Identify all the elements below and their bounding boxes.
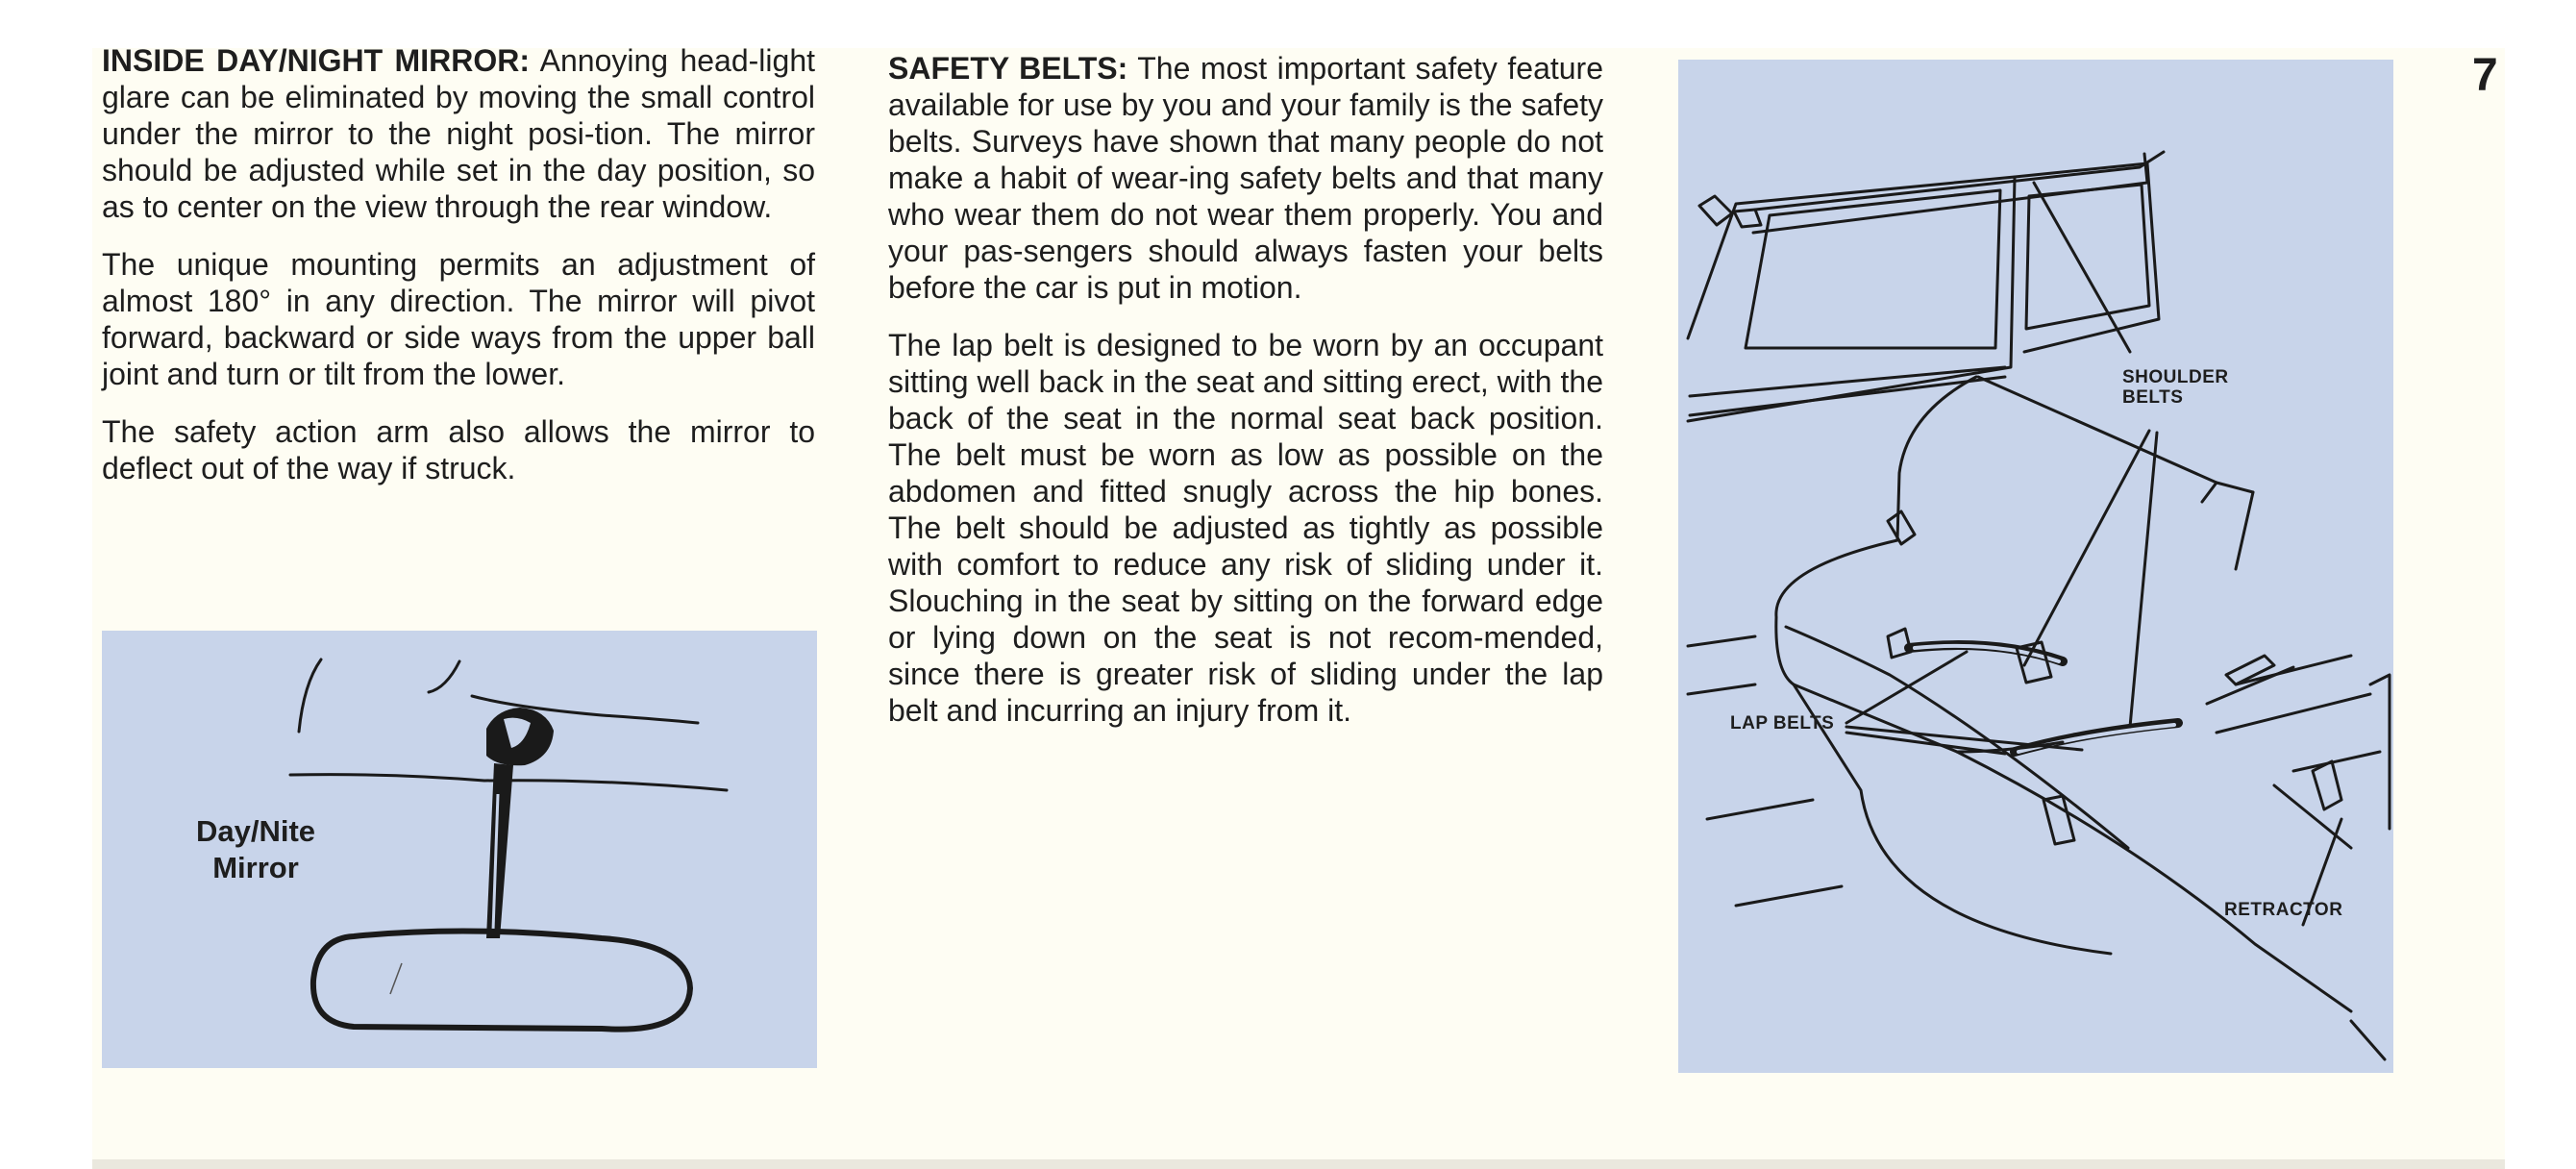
mirror-glass-frame: [313, 931, 690, 1029]
mirror-label: [169, 813, 342, 886]
mirror-arm: [486, 763, 513, 938]
windshield-curve-left: [299, 659, 321, 732]
belts-paragraph-2: The lap belt is designed to be worn by an occupant sitting well back in the seat and sitting erect, with the back of the seat in the normal seat back position. The belt must be worn as low as possible on the abdomen and fitted snugly across the hip bones. The belt should be adjusted as tightly as possible with comfort to reduce any risk of sliding under it. Slouching in the seat by sitting on the forward edge or lying down on the seat is not recom-mended, since there is greater risk of sliding under the lap belt and incurring an injury from it.: [888, 328, 1603, 728]
page-number: 7: [2472, 50, 2498, 101]
mirror-label-line-2: Mirror: [212, 851, 299, 884]
mirror-paragraph-1-text: Annoying head-light glare can be eliminated by moving the small control under the mirror to the night posi-tion. The mirror should be adjusted while set in the day position, so as to center on the view through the rear window.: [102, 43, 816, 224]
mirror-paragraph-3: The safety action arm also allows the mirror to deflect out of the way if struck.: [102, 414, 815, 485]
seatbelt-illustration: [1678, 60, 2393, 1073]
mirror-paragraph-2: The unique mounting permits an adjustment of almost 180° in any direction. The mirror will pivot forward, backward or side ways from the upper ball joint and turn or tilt from the lower.: [102, 247, 815, 391]
middle-column: [888, 50, 1603, 750]
mirror-illustration: [102, 631, 817, 1068]
mirror-heading: INSIDE DAY/NIGHT MIRROR:: [102, 43, 530, 78]
belts-heading: SAFETY BELTS:: [888, 51, 1128, 86]
seat-back-left: [1897, 377, 1976, 540]
lap-belts-label: LAP BELTS: [1730, 713, 1835, 734]
seat-drawing: [1678, 60, 2393, 1073]
page-edge-shadow: [92, 1159, 2505, 1169]
retractor-label: RETRACTOR: [2224, 900, 2343, 920]
mirror-label-line-1: Day/Nite: [195, 814, 316, 848]
shoulder-belts-label-line-2: BELTS: [2122, 387, 2184, 408]
belts-paragraph-1: [888, 50, 1603, 306]
left-column: [102, 42, 815, 508]
mirror-paragraph-1: [102, 42, 815, 225]
shoulder-belts-label-line-1: SHOULDER: [2122, 367, 2229, 387]
belts-paragraph-1-text: The most important safety feature available for use by you and your family is the safety belts. Surveys have shown that many people do not make a habit of wear-ing safety belts and that many who wear them do not wear them properly. You and your pas-sengers should always fasten your belts before the car is put in motion.: [888, 51, 1604, 305]
shoulder-belts-label: [2122, 367, 2229, 408]
